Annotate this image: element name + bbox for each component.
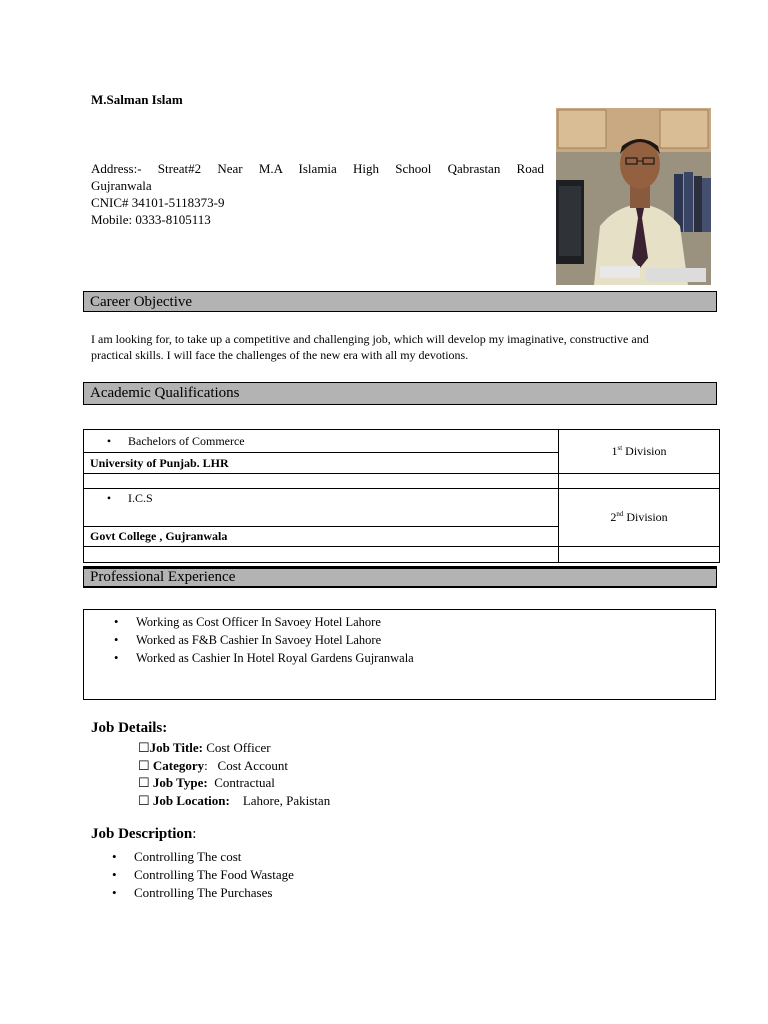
checkbox-icon: ☐ [138, 792, 150, 808]
detail-key: Job Title: [149, 740, 203, 755]
spacer-cell [559, 547, 720, 563]
description-item: Controlling The Food Wastage [134, 867, 294, 882]
heading-colon: : [192, 826, 197, 842]
division-label: Division [622, 444, 667, 458]
institute-cell: University of Punjab. LHR [84, 453, 559, 474]
checkbox-icon: ☐ [138, 740, 150, 755]
job-description-list [82, 848, 294, 902]
detail-key: Job Type: [152, 775, 208, 790]
job-title-row [138, 739, 330, 757]
career-objective-text: I am looking for, to take up a competitive and challenging job, which will develop my imaginative, constructive and practical skills. I will face the challenges of the new era with all my devotions. [91, 332, 649, 362]
division-cell [559, 430, 720, 474]
experience-list [84, 613, 715, 667]
detail-value: Lahore, Pakistan [229, 792, 331, 808]
career-objective-heading: Career Objective [83, 291, 717, 312]
list-item [84, 649, 715, 667]
division-suffix: nd [616, 510, 624, 518]
checkbox-icon: ☐ [138, 757, 150, 773]
detail-value: Contractual [207, 775, 275, 790]
job-details-heading: Job Details: [91, 720, 168, 736]
job-description-heading-wrap [91, 826, 196, 843]
institute-cell: Govt College , Gujranwala [84, 527, 559, 547]
bullet: • [106, 491, 112, 505]
spacer-cell [84, 547, 559, 563]
division-cell [559, 489, 720, 547]
bullet: • [112, 867, 117, 882]
bullet: • [114, 651, 119, 665]
description-item: Controlling The cost [134, 849, 242, 864]
applicant-name: M.Salman Islam [91, 92, 183, 107]
list-item [84, 631, 715, 649]
degree-label: I.C.S [128, 491, 153, 505]
bullet: • [106, 433, 112, 448]
checkbox-icon: ☐ [138, 775, 150, 790]
bullet: • [112, 885, 117, 900]
description-item: Controlling The Purchases [134, 885, 273, 900]
experience-item: Working as Cost Officer In Savoey Hotel Lahore [136, 615, 381, 629]
detail-value: : Cost Account [204, 757, 288, 773]
mobile-line: Mobile: 0333-8105113 [91, 212, 211, 227]
experience-item: Worked as F&B Cashier In Savoey Hotel Lahore [136, 633, 382, 647]
division-number: 1 [611, 444, 618, 458]
experience-heading: Professional Experience [83, 566, 717, 588]
spacer-cell [84, 474, 559, 489]
job-type-row [138, 774, 330, 792]
detail-key: Category [152, 757, 205, 773]
detail-key: Job Location: [152, 792, 230, 808]
experience-box [83, 609, 716, 700]
academic-heading: Academic Qualifications [83, 382, 717, 405]
list-item [82, 884, 294, 902]
category-row [138, 757, 330, 775]
list-item [82, 848, 294, 866]
cnic-line: CNIC# 34101-5118373-9 [91, 195, 225, 210]
bullet: • [114, 615, 119, 629]
list-item [84, 613, 715, 631]
address-city: Gujranwala [91, 178, 152, 193]
degree-label: Bachelors of Commerce [128, 433, 245, 448]
division-suffix: st [617, 444, 623, 452]
division-label: Division [623, 510, 668, 524]
bullet: • [114, 633, 119, 647]
profile-photo [556, 108, 711, 285]
job-description-heading: Job Description [91, 826, 193, 842]
address-line: Address:- Streat#2 Near M.A Islamia High School Qabrastan Road [91, 161, 544, 176]
detail-value: Cost Officer [203, 740, 271, 755]
bullet: • [112, 849, 117, 864]
job-location-row [138, 792, 330, 810]
academic-table [83, 429, 720, 563]
spacer-cell [559, 474, 720, 489]
degree-cell [84, 489, 559, 527]
job-details-list [138, 739, 330, 809]
degree-cell [84, 430, 559, 453]
experience-item: Worked as Cashier In Hotel Royal Gardens Gujranwala [136, 651, 414, 665]
division-number: 2 [610, 510, 617, 524]
contact-block [91, 160, 544, 228]
list-item [82, 866, 294, 884]
